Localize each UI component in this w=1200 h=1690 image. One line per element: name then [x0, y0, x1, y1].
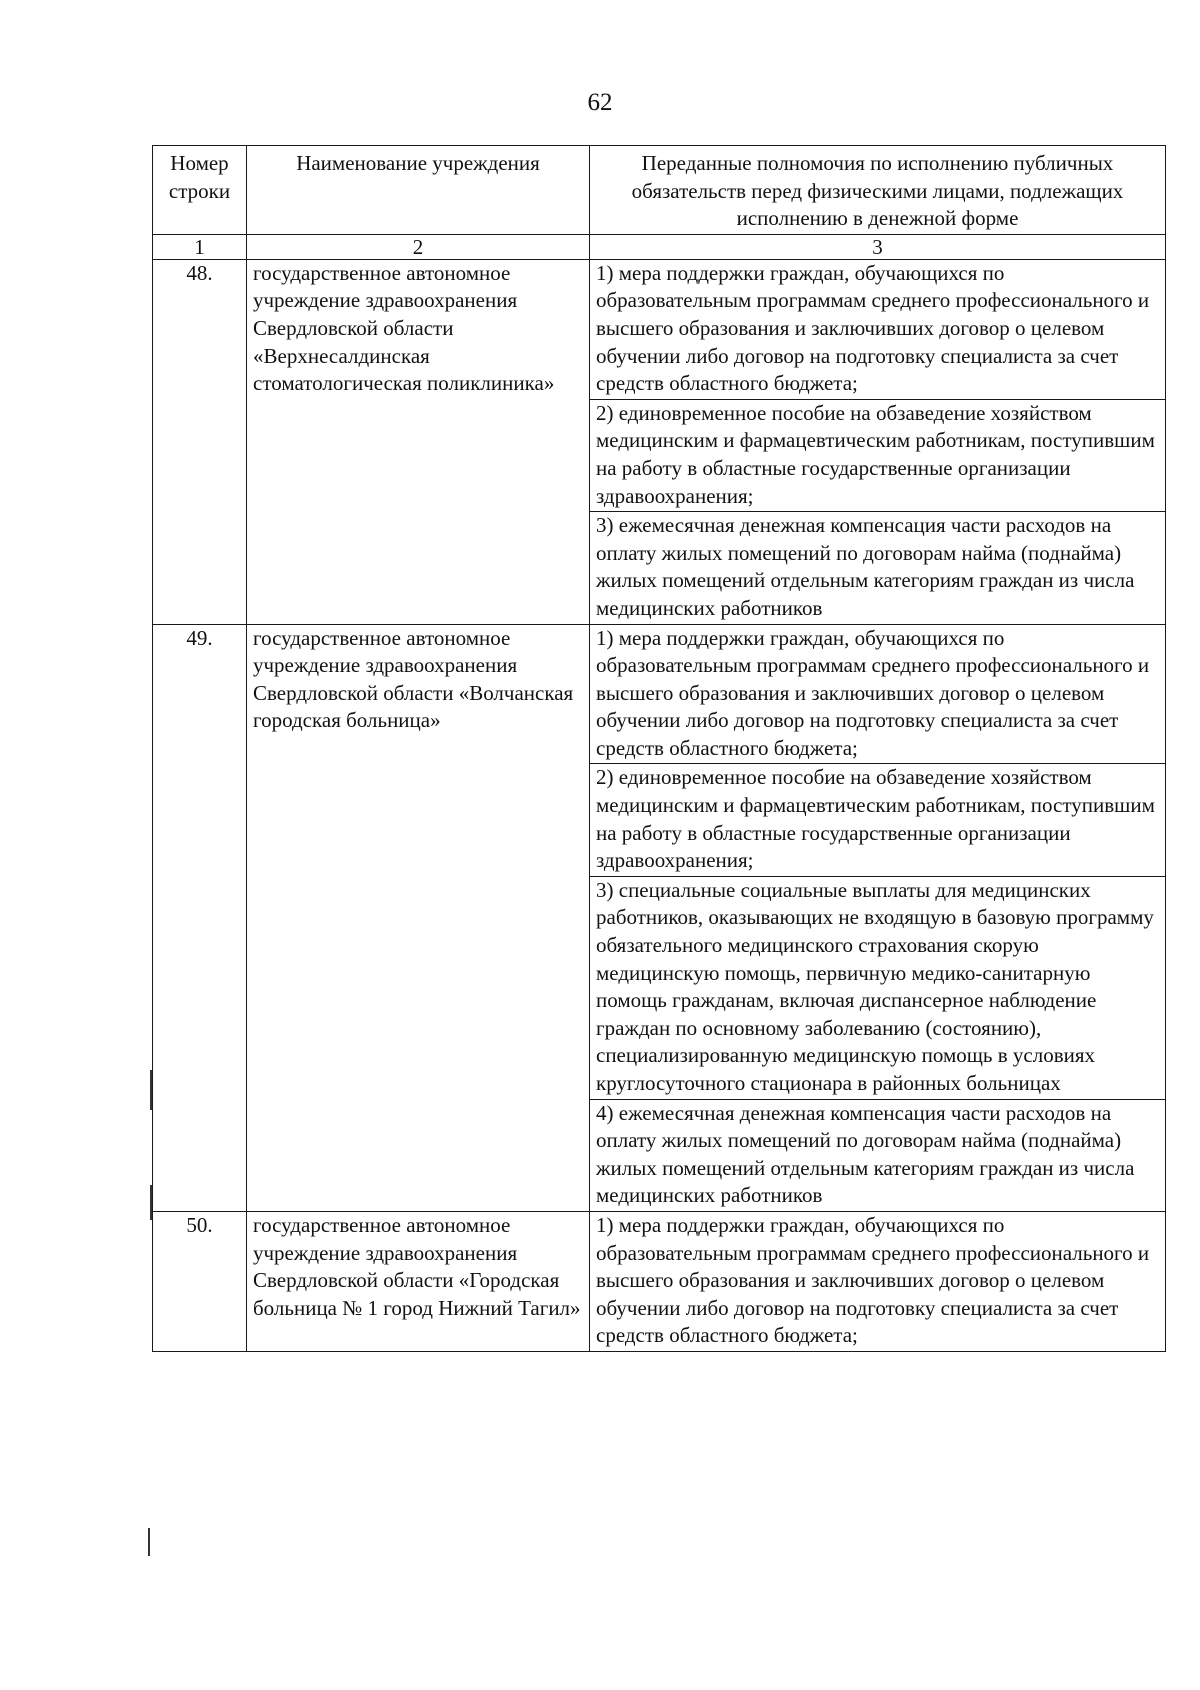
row-number: 50.	[153, 1211, 247, 1351]
header-name: Наименование учреждения	[247, 146, 590, 235]
table-row	[153, 624, 1166, 764]
page-number: 62	[587, 89, 613, 116]
authority-item: 1) мера поддержки граждан, обучающихся по образовательным программам среднего профессионального и высшего образования и заключивших договор о целевом обучении либо договор на подготовку специалиста за счет средств областного бюджета;	[590, 624, 1166, 764]
table-row	[153, 1211, 1166, 1351]
authority-item: 1) мера поддержки граждан, обучающихся по образовательным программам среднего профессионального и высшего образования и заключивших договор о целевом обучении либо договор на подготовку специалиста за счет средств областного бюджета;	[590, 1211, 1166, 1351]
row-number: 49.	[153, 624, 247, 1211]
authority-item: 2) единовременное пособие на обзаведение хозяйством медицинским и фармацевтическим работникам, поступившим на работу в областные государственные организации здравоохранения;	[590, 764, 1166, 876]
authority-item: 3) ежемесячная денежная компенсация части расходов на оплату жилых помещений по договорам найма (поднайма) жилых помещений отдельным категориям граждан из числа медицинских работников	[590, 512, 1166, 624]
authority-item: 2) единовременное пособие на обзаведение хозяйством медицинским и фармацевтическим работникам, поступившим на работу в областные государственные организации здравоохранения;	[590, 399, 1166, 511]
scan-artifact	[148, 1528, 150, 1556]
column-index-3: 3	[590, 234, 1166, 259]
institution-name: государственное автономное учреждение здравоохранения Свердловской области «Волчанская городская больница»	[247, 624, 590, 1211]
authority-item: 4) ежемесячная денежная компенсация части расходов на оплату жилых помещений по договорам найма (поднайма) жилых помещений отдельным категориям граждан из числа медицинских работников	[590, 1099, 1166, 1211]
authority-item: 1) мера поддержки граждан, обучающихся по образовательным программам среднего профессионального и высшего образования и заключивших договор о целевом обучении либо договор на подготовку специалиста за счет средств областного бюджета;	[590, 259, 1166, 399]
column-index-row	[153, 234, 1166, 259]
header-number: Номер строки	[153, 146, 247, 235]
institution-name: государственное автономное учреждение здравоохранения Свердловской области «Городская больница № 1 город Нижний Тагил»	[247, 1211, 590, 1351]
authorities-table	[152, 145, 1166, 1352]
column-index-1: 1	[153, 234, 247, 259]
institution-name: государственное автономное учреждение здравоохранения Свердловской области «Верхнесалдинская стоматологическая поликлиника»	[247, 259, 590, 624]
scan-artifact	[150, 1070, 152, 1110]
table-row	[153, 259, 1166, 399]
column-index-2: 2	[247, 234, 590, 259]
table-header-row	[153, 146, 1166, 235]
row-number: 48.	[153, 259, 247, 624]
scan-artifact	[150, 1185, 152, 1220]
authority-item: 3) специальные социальные выплаты для медицинских работников, оказывающих не входящую в базовую программу обязательного медицинского страхования скорую медицинскую помощь, первичную медико-санитарную помощь гражданам, включая диспансерное наблюдение граждан по основному заболеванию (состоянию), специализированную медицинскую помощь в условиях круглосуточного стационара в районных больницах	[590, 876, 1166, 1099]
header-authority: Переданные полномочия по исполнению публичных обязательств перед физическими лицами, подлежащих исполнению в денежной форме	[590, 146, 1166, 235]
